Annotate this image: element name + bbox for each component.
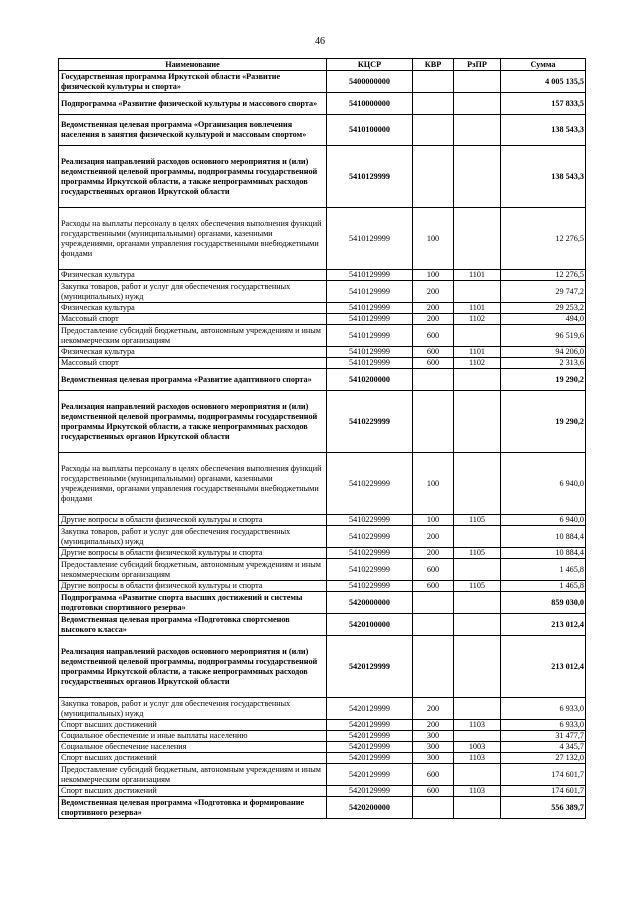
row-kvr: 300	[413, 753, 454, 764]
table-row	[59, 526, 586, 548]
row-sum: 213 012,4	[501, 614, 586, 636]
row-name: Другие вопросы в области физической культуры и спорта	[59, 581, 327, 592]
table-row	[59, 797, 586, 819]
row-code: 5410229999	[327, 526, 413, 548]
row-sum: 31 477,7	[501, 731, 586, 742]
table-row	[59, 146, 586, 208]
row-name: Предоставление субсидий бюджетным, автономным учреждениям и иным некоммерческим организациям	[59, 764, 327, 786]
row-rzpr	[454, 559, 501, 581]
header-name: Наименование	[59, 59, 327, 71]
table-row	[59, 270, 586, 281]
row-sum: 138 543,3	[501, 146, 586, 208]
row-code: 5400000000	[327, 71, 413, 93]
row-sum: 6 940,0	[501, 453, 586, 515]
row-sum: 1 465,8	[501, 581, 586, 592]
row-code: 5420129999	[327, 636, 413, 698]
row-sum: 19 290,2	[501, 369, 586, 391]
table-row	[59, 93, 586, 115]
row-kvr: 200	[413, 281, 454, 303]
row-sum: 29 747,2	[501, 281, 586, 303]
row-kvr: 600	[413, 559, 454, 581]
row-rzpr: 1101	[454, 303, 501, 314]
row-name: Физическая культура	[59, 347, 327, 358]
row-rzpr	[454, 636, 501, 698]
row-name: Физическая культура	[59, 270, 327, 281]
row-sum: 494,0	[501, 314, 586, 325]
row-sum: 4 005 135,5	[501, 71, 586, 93]
row-kvr: 600	[413, 347, 454, 358]
row-name: Спорт высших достижений	[59, 720, 327, 731]
row-rzpr: 1105	[454, 581, 501, 592]
row-kvr: 200	[413, 526, 454, 548]
table-row	[59, 581, 586, 592]
table-row	[59, 764, 586, 786]
row-rzpr	[454, 698, 501, 720]
row-rzpr	[454, 614, 501, 636]
row-kvr: 100	[413, 515, 454, 526]
row-sum: 6 933,0	[501, 698, 586, 720]
row-name: Спорт высших достижений	[59, 786, 327, 797]
row-sum: 6 933,0	[501, 720, 586, 731]
row-code: 5420129999	[327, 742, 413, 753]
row-rzpr	[454, 369, 501, 391]
row-name: Ведомственная целевая программа «Организация вовлечения населения в занятия физической культурой и массовым спортом»	[59, 115, 327, 146]
table-body	[59, 71, 586, 819]
table-row	[59, 515, 586, 526]
row-sum: 10 884,4	[501, 548, 586, 559]
row-kvr: 100	[413, 270, 454, 281]
table-row	[59, 742, 586, 753]
table-row	[59, 559, 586, 581]
row-rzpr	[454, 281, 501, 303]
row-code: 5420129999	[327, 731, 413, 742]
row-sum: 2 313,6	[501, 358, 586, 369]
row-sum: 213 012,4	[501, 636, 586, 698]
row-name: Предоставление субсидий бюджетным, автономным учреждениям и иным некоммерческим организациям	[59, 325, 327, 347]
header-code: КЦСР	[327, 59, 413, 71]
row-sum: 859 030,0	[501, 592, 586, 614]
row-rzpr: 1105	[454, 548, 501, 559]
row-kvr: 100	[413, 453, 454, 515]
row-kvr: 100	[413, 208, 454, 270]
row-name: Ведомственная целевая программа «Подготовка спортсменов высокого класса»	[59, 614, 327, 636]
row-kvr: 200	[413, 720, 454, 731]
row-name: Другие вопросы в области физической культуры и спорта	[59, 515, 327, 526]
row-code: 5410129999	[327, 347, 413, 358]
table-row	[59, 592, 586, 614]
row-kvr	[413, 614, 454, 636]
row-code: 5410129999	[327, 325, 413, 347]
row-name: Массовый спорт	[59, 358, 327, 369]
row-rzpr: 1102	[454, 314, 501, 325]
row-code: 5410129999	[327, 303, 413, 314]
row-sum: 12 276,5	[501, 208, 586, 270]
row-kvr	[413, 71, 454, 93]
table-row	[59, 548, 586, 559]
row-code: 5410229999	[327, 391, 413, 453]
row-name: Ведомственная целевая программа «Подготовка и формирование спортивного резерва»	[59, 797, 327, 819]
table-row	[59, 786, 586, 797]
row-kvr: 600	[413, 581, 454, 592]
row-code: 5420129999	[327, 764, 413, 786]
row-name: Реализация направлений расходов основного мероприятия и (или) ведомственной целевой программы, подпрограммы государственной программы Иркутской области, а также непрограммных расходов государственных органов Иркутской области	[59, 391, 327, 453]
row-kvr	[413, 115, 454, 146]
row-rzpr: 1105	[454, 515, 501, 526]
row-rzpr	[454, 146, 501, 208]
row-name: Закупка товаров, работ и услуг для обеспечения государственных (муниципальных) нужд	[59, 526, 327, 548]
row-sum: 138 543,3	[501, 115, 586, 146]
row-code: 5420129999	[327, 720, 413, 731]
row-rzpr: 1101	[454, 347, 501, 358]
row-name: Закупка товаров, работ и услуг для обеспечения государственных (муниципальных) нужд	[59, 281, 327, 303]
header-rzpr: РзПР	[454, 59, 501, 71]
row-sum: 19 290,2	[501, 391, 586, 453]
row-sum: 157 833,5	[501, 93, 586, 115]
row-sum: 29 253,2	[501, 303, 586, 314]
row-sum: 94 206,0	[501, 347, 586, 358]
header-kvr: КВР	[413, 59, 454, 71]
row-kvr: 600	[413, 358, 454, 369]
row-kvr: 600	[413, 325, 454, 347]
row-rzpr	[454, 208, 501, 270]
row-code: 5420129999	[327, 786, 413, 797]
row-rzpr: 1101	[454, 270, 501, 281]
row-rzpr: 1003	[454, 742, 501, 753]
row-kvr: 600	[413, 764, 454, 786]
row-rzpr	[454, 453, 501, 515]
row-kvr	[413, 797, 454, 819]
row-kvr	[413, 146, 454, 208]
row-kvr: 200	[413, 314, 454, 325]
row-code: 5410129999	[327, 281, 413, 303]
table-row	[59, 208, 586, 270]
row-code: 5410229999	[327, 559, 413, 581]
row-name: Массовый спорт	[59, 314, 327, 325]
row-name: Социальное обеспечение и иные выплаты населению	[59, 731, 327, 742]
row-rzpr: 1103	[454, 753, 501, 764]
row-sum: 27 132,0	[501, 753, 586, 764]
row-code: 5410129999	[327, 146, 413, 208]
row-name: Социальное обеспечение населения	[59, 742, 327, 753]
table-row	[59, 115, 586, 146]
row-name: Закупка товаров, работ и услуг для обеспечения государственных (муниципальных) нужд	[59, 698, 327, 720]
row-code: 5410229999	[327, 548, 413, 559]
row-rzpr: 1103	[454, 786, 501, 797]
table-row	[59, 71, 586, 93]
table-row	[59, 753, 586, 764]
row-rzpr	[454, 592, 501, 614]
row-sum: 556 389,7	[501, 797, 586, 819]
row-rzpr	[454, 71, 501, 93]
row-code: 5420100000	[327, 614, 413, 636]
row-sum: 12 276,5	[501, 270, 586, 281]
table-row	[59, 391, 586, 453]
table-row	[59, 303, 586, 314]
row-code: 5410129999	[327, 208, 413, 270]
row-sum: 6 940,0	[501, 515, 586, 526]
row-name: Другие вопросы в области физической культуры и спорта	[59, 548, 327, 559]
row-rzpr	[454, 526, 501, 548]
row-code: 5420129999	[327, 753, 413, 764]
row-sum: 96 519,6	[501, 325, 586, 347]
table-header-row	[59, 59, 586, 71]
row-kvr: 200	[413, 698, 454, 720]
row-kvr	[413, 636, 454, 698]
row-code: 5420129999	[327, 698, 413, 720]
row-kvr: 600	[413, 786, 454, 797]
table-row	[59, 369, 586, 391]
row-rzpr	[454, 93, 501, 115]
row-sum: 174 601,7	[501, 764, 586, 786]
row-rzpr: 1102	[454, 358, 501, 369]
budget-table	[58, 58, 586, 819]
row-code: 5420200000	[327, 797, 413, 819]
row-sum: 10 884,4	[501, 526, 586, 548]
row-name: Государственная программа Иркутской области «Развитие физической культуры и спорта»	[59, 71, 327, 93]
table-row	[59, 281, 586, 303]
row-name: Ведомственная целевая программа «Развитие адаптивного спорта»	[59, 369, 327, 391]
row-kvr: 300	[413, 731, 454, 742]
row-code: 5410000000	[327, 93, 413, 115]
table-row	[59, 720, 586, 731]
row-kvr	[413, 93, 454, 115]
row-sum: 174 601,7	[501, 786, 586, 797]
header-sum: Сумма	[501, 59, 586, 71]
row-kvr	[413, 592, 454, 614]
row-code: 5410229999	[327, 515, 413, 526]
row-code: 5410229999	[327, 453, 413, 515]
row-rzpr	[454, 325, 501, 347]
row-rzpr	[454, 797, 501, 819]
row-name: Расходы на выплаты персоналу в целях обеспечения выполнения функций государственными (муниципальными) органами, казенными учреждениями, органами управления государственными внебюджетными фондами	[59, 208, 327, 270]
row-name: Предоставление субсидий бюджетным, автономным учреждениям и иным некоммерческим организациям	[59, 559, 327, 581]
row-rzpr	[454, 391, 501, 453]
page-number: 46	[315, 36, 325, 47]
row-name: Спорт высших достижений	[59, 753, 327, 764]
row-code: 5410129999	[327, 270, 413, 281]
table-row	[59, 614, 586, 636]
row-code: 5410200000	[327, 369, 413, 391]
row-kvr	[413, 391, 454, 453]
table-row	[59, 314, 586, 325]
row-name: Подпрограмма «Развитие спорта высших достижений и системы подготовки спортивного резерва»	[59, 592, 327, 614]
row-kvr	[413, 369, 454, 391]
table-row	[59, 698, 586, 720]
row-name: Подпрограмма «Развитие физической культуры и массового спорта»	[59, 93, 327, 115]
row-rzpr: 1103	[454, 720, 501, 731]
row-sum: 4 345,7	[501, 742, 586, 753]
row-code: 5410100000	[327, 115, 413, 146]
table-row	[59, 453, 586, 515]
row-rzpr	[454, 764, 501, 786]
row-rzpr	[454, 731, 501, 742]
row-kvr: 200	[413, 548, 454, 559]
row-name: Реализация направлений расходов основного мероприятия и (или) ведомственной целевой программы, подпрограммы государственной программы Иркутской области, а также непрограммных расходов государственных органов Иркутской области	[59, 146, 327, 208]
table-row	[59, 731, 586, 742]
row-name: Физическая культура	[59, 303, 327, 314]
row-kvr: 200	[413, 303, 454, 314]
row-code: 5420000000	[327, 592, 413, 614]
row-name: Расходы на выплаты персоналу в целях обеспечения выполнения функций государственными (муниципальными) органами, казенными учреждениями, органами управления государственными внебюджетными фондами	[59, 453, 327, 515]
row-code: 5410129999	[327, 314, 413, 325]
row-kvr: 300	[413, 742, 454, 753]
table-row	[59, 358, 586, 369]
row-code: 5410229999	[327, 581, 413, 592]
row-rzpr	[454, 115, 501, 146]
row-code: 5410129999	[327, 358, 413, 369]
table-row	[59, 636, 586, 698]
table-row	[59, 347, 586, 358]
row-name: Реализация направлений расходов основного мероприятия и (или) ведомственной целевой программы, подпрограммы государственной программы Иркутской области, а также непрограммных расходов государственных органов Иркутской области	[59, 636, 327, 698]
table-row	[59, 325, 586, 347]
row-sum: 1 465,8	[501, 559, 586, 581]
